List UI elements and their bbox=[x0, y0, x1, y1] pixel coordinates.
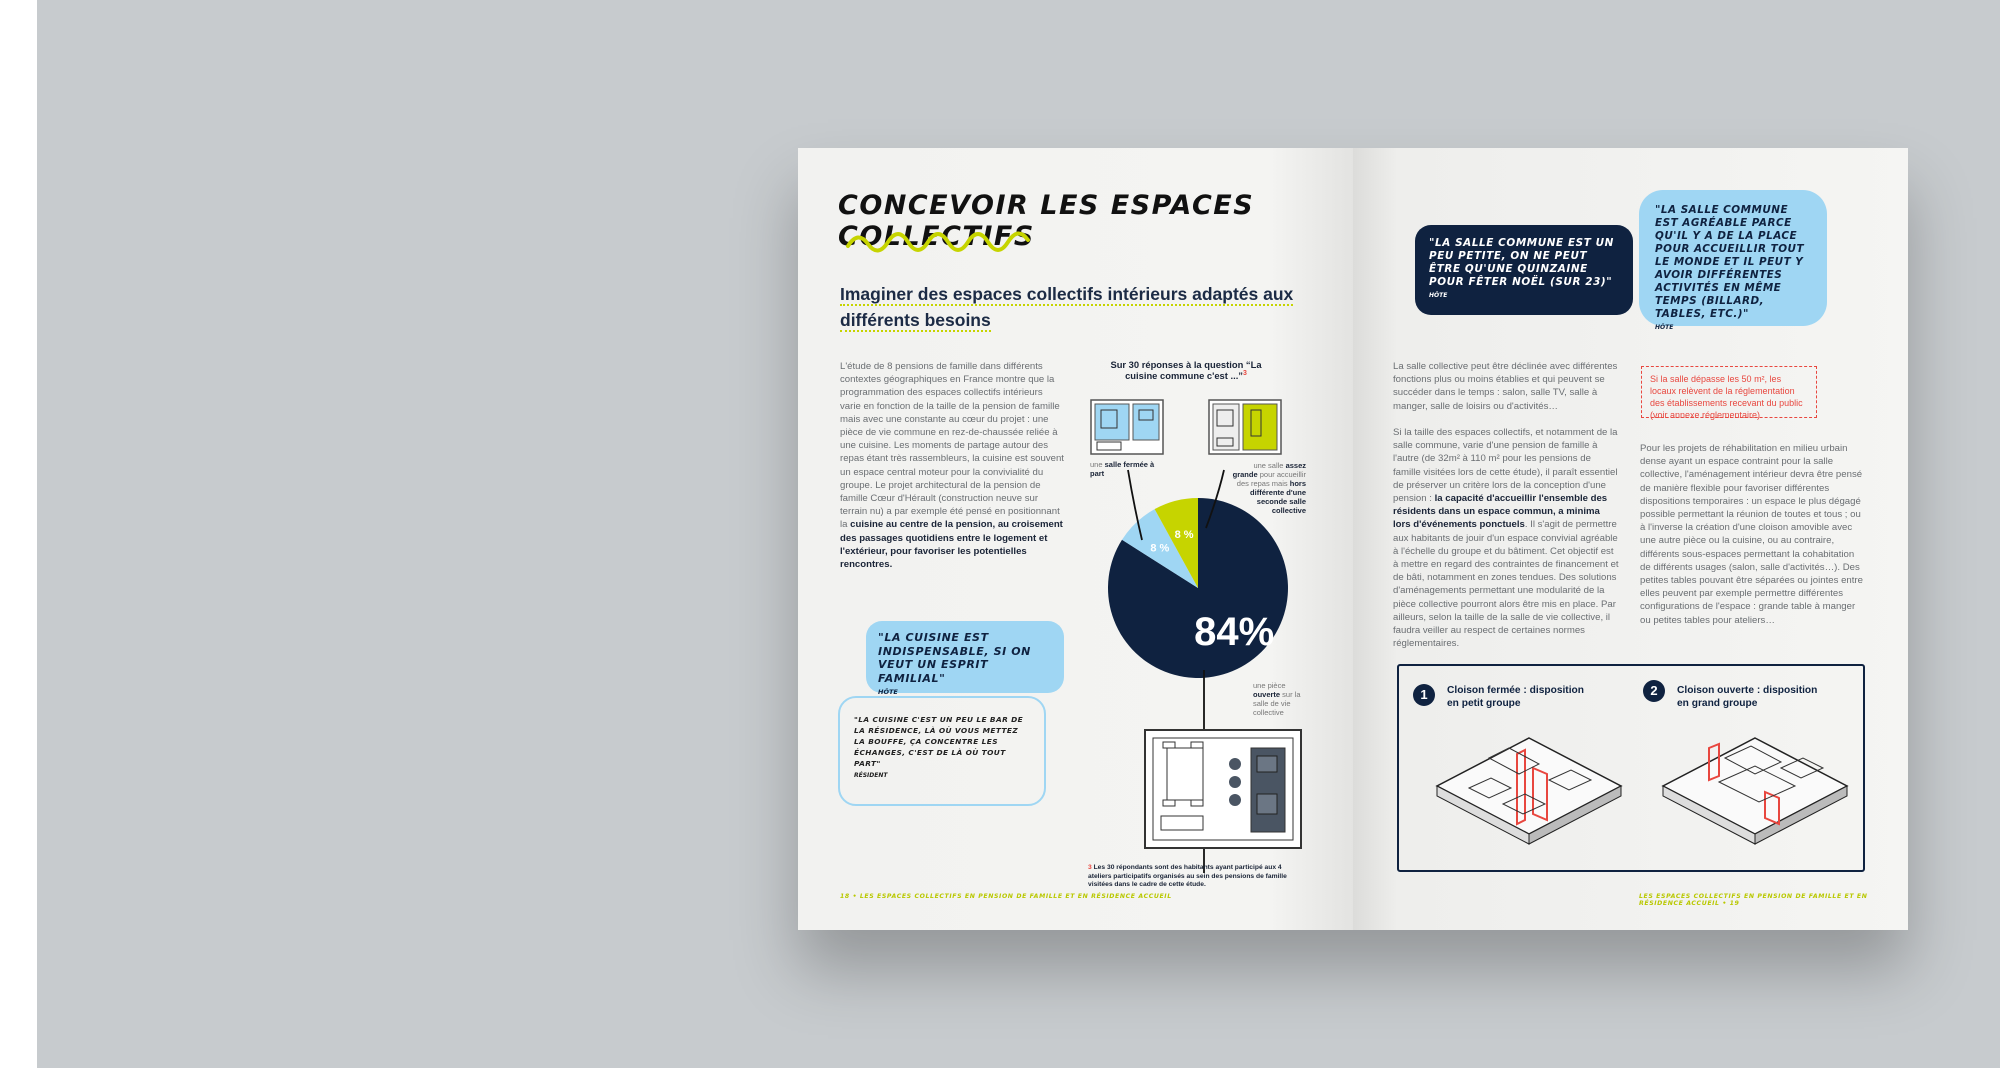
diagram-2-badge: 2 bbox=[1643, 680, 1665, 702]
left-page bbox=[798, 148, 1353, 930]
page-footer-right: LES ESPACES COLLECTIFS EN PENSION DE FAMILLE ET EN RÉSIDENCE ACCUEIL • 19 bbox=[1639, 893, 1868, 907]
open-room-plan-icon bbox=[1143, 728, 1303, 850]
regulation-note: Si la salle dépasse les 50 m², les locaux relèvent de la réglementation des établissements recevant du public (voir annexe réglementaire). bbox=[1641, 366, 1817, 418]
chart-question: Sur 30 réponses à la question “La cuisine commune c'est ...”$^3$ bbox=[1110, 359, 1262, 382]
page-title: CONCEVOIR LES ESPACES COLLECTIFS bbox=[838, 190, 1255, 252]
squiggle-decoration bbox=[844, 228, 1044, 254]
pie-label-1: 8 % bbox=[1150, 542, 1170, 555]
leader-line-closed bbox=[1098, 466, 1168, 546]
quote-bubble-blue-right: "LA SALLE COMMUNE EST AGRÉABLE PARCE QU'IL Y A DE LA PLACE POUR ACCUEILLIR TOUT LE MONDE ET IL PEUT Y AVOIR DIFFÉRENTES ACTIVITÉS EN MÊME TEMPS (BILLARD, TABLES, ETC.)" HÔTE bbox=[1639, 190, 1827, 326]
label-large-room: une salle assez grande pour accueillir des repas mais hors différente d'une seconde salle collective bbox=[1232, 461, 1306, 515]
section-subtitle: Imaginer des espaces collectifs intérieurs adaptés aux différents besoins bbox=[840, 284, 1294, 330]
pie-label-2: 8 % bbox=[1174, 528, 1194, 541]
label-open-room: une pièce ouverte sur la salle de vie collective bbox=[1253, 681, 1301, 717]
quote-bubble-outline: "LA CUISINE C'EST UN PEU LE BAR DE LA RÉSIDENCE, LÀ OÙ VOUS METTEZ LA BOUFFE, ÇA CONCENTRE LES ÉCHANGES, C'EST DE LÀ OÙ TOUT PART" RÉSIDENT bbox=[838, 696, 1046, 806]
footnote: 3 Les 30 répondants sont des habitants ayant participé aux 4 ateliers participatifs organisés au sein des pensions de famille visitées dans le cadre de cette étude. bbox=[1088, 864, 1287, 889]
layout-diagrams-box bbox=[1397, 664, 1865, 872]
closed-room-plan-icon bbox=[1089, 398, 1165, 456]
page-footer-left: 18 • LES ESPACES COLLECTIFS EN PENSION DE FAMILLE ET EN RÉSIDENCE ACCUEIL bbox=[840, 893, 1172, 900]
pie-label-0: 84% bbox=[1194, 610, 1275, 655]
paragraph-rehabilitation: Pour les projets de réhabilitation en milieu urbain dense ayant un espace contraint pour la salle collective, l'aménagement intérieur devra être pensé de manière flexible pour favoriser différentes dispositions temporaires : un espace le plus dégagé possible permettant la réunion de toutes et tous ; ou à l'inverse la création d'une cloison amovible avec une autre pièce ou la cuisine, ou au contraire, différents sous-espaces permettant la cohabitation de différents usages (salon, salle d'activités…). Des petites tables pouvant être séparées ou jointes entre elles peuvent par exemple permettre différentes configurations de l'espace : grande table à manger ou petites tables pour ateliers… bbox=[1640, 443, 1863, 626]
right-page bbox=[1353, 148, 1908, 930]
diagram-open-partition bbox=[1655, 728, 1855, 864]
intro-paragraph: L'étude de 8 pensions de famille dans différents contextes géographiques en France montre que la programmation des espaces collectifs intérieurs varie en fonction de la taille de la pension de famille mais avec une constante au cœur du projet : une pièce de vie commune en rez-de-chaussée reliée à une cuisine. Les moments de partage autour des repas étant très rassembleurs, la cuisine est souvent un espace central moteur pour la convivialité du groupe. Le projet architectural de la pension de famille Cœur d'Hérault (construction neuve sur terrain nu) a par exemple été pensé en positionnant la cuisine au centre de la pension, au croisement des passages quotidiens entre le logement et l'extérieur, pour favoriser les potentielles rencontres. bbox=[840, 361, 1064, 571]
quote-bubble-blue: "LA CUISINE EST INDISPENSABLE, SI ON VEUT UN ESPRIT FAMILIAL" HÔTE bbox=[866, 621, 1064, 693]
quote-bubble-dark: "LA SALLE COMMUNE EST UN PEU PETITE, ON NE PEUT ÊTRE QU'UNE QUINZAINE POUR FÊTER NOËL (SUR 23)" HÔTE bbox=[1415, 225, 1633, 315]
large-room-plan-icon bbox=[1207, 398, 1283, 456]
paragraph-capacity: Si la taille des espaces collectifs, et notamment de la salle commune, varie d'une pension de famille à l'autre (de 32m² à 110 m² pour les pensions de famille visitées lors de cette étude), il paraît essentiel de préserver un critère lors de la conception d'une pension : la capacité d'accueillir l'ensemble des résidents dans un espace commun, a minima lors d'événements ponctuels. Il s'agit de permettre aux habitants de jouir d'un espace convivial agréable à l'échelle du groupe et du bâtiment. Cet objectif est à mettre en regard des contraintes de financement et de bâti, notamment en zones tendues. Des solutions d'aménagements permettant une modularité de la pièce collective pourront alors être mis en place. Par ailleurs, selon la taille de la salle de vie collective, il faudra veiller au respect de certaines normes réglementaires. bbox=[1393, 427, 1619, 650]
diagram-closed-partition bbox=[1429, 728, 1629, 864]
diagram-1-badge: 1 bbox=[1413, 684, 1435, 706]
leader-line-large bbox=[1168, 466, 1238, 546]
label-closed-room: une salle fermée à part bbox=[1090, 460, 1155, 478]
diagram-2-label: Cloison ouverte : disposition en grand groupe bbox=[1677, 685, 1818, 709]
paragraph-functions: La salle collective peut être déclinée avec différentes fonctions plus ou moins établies et qui peuvent se succéder dans le temps : salon, salle TV, salle à manger, salle de loisirs ou d'activités… bbox=[1393, 361, 1618, 412]
diagram-1-label: Cloison fermée : disposition en petit groupe bbox=[1447, 685, 1584, 709]
